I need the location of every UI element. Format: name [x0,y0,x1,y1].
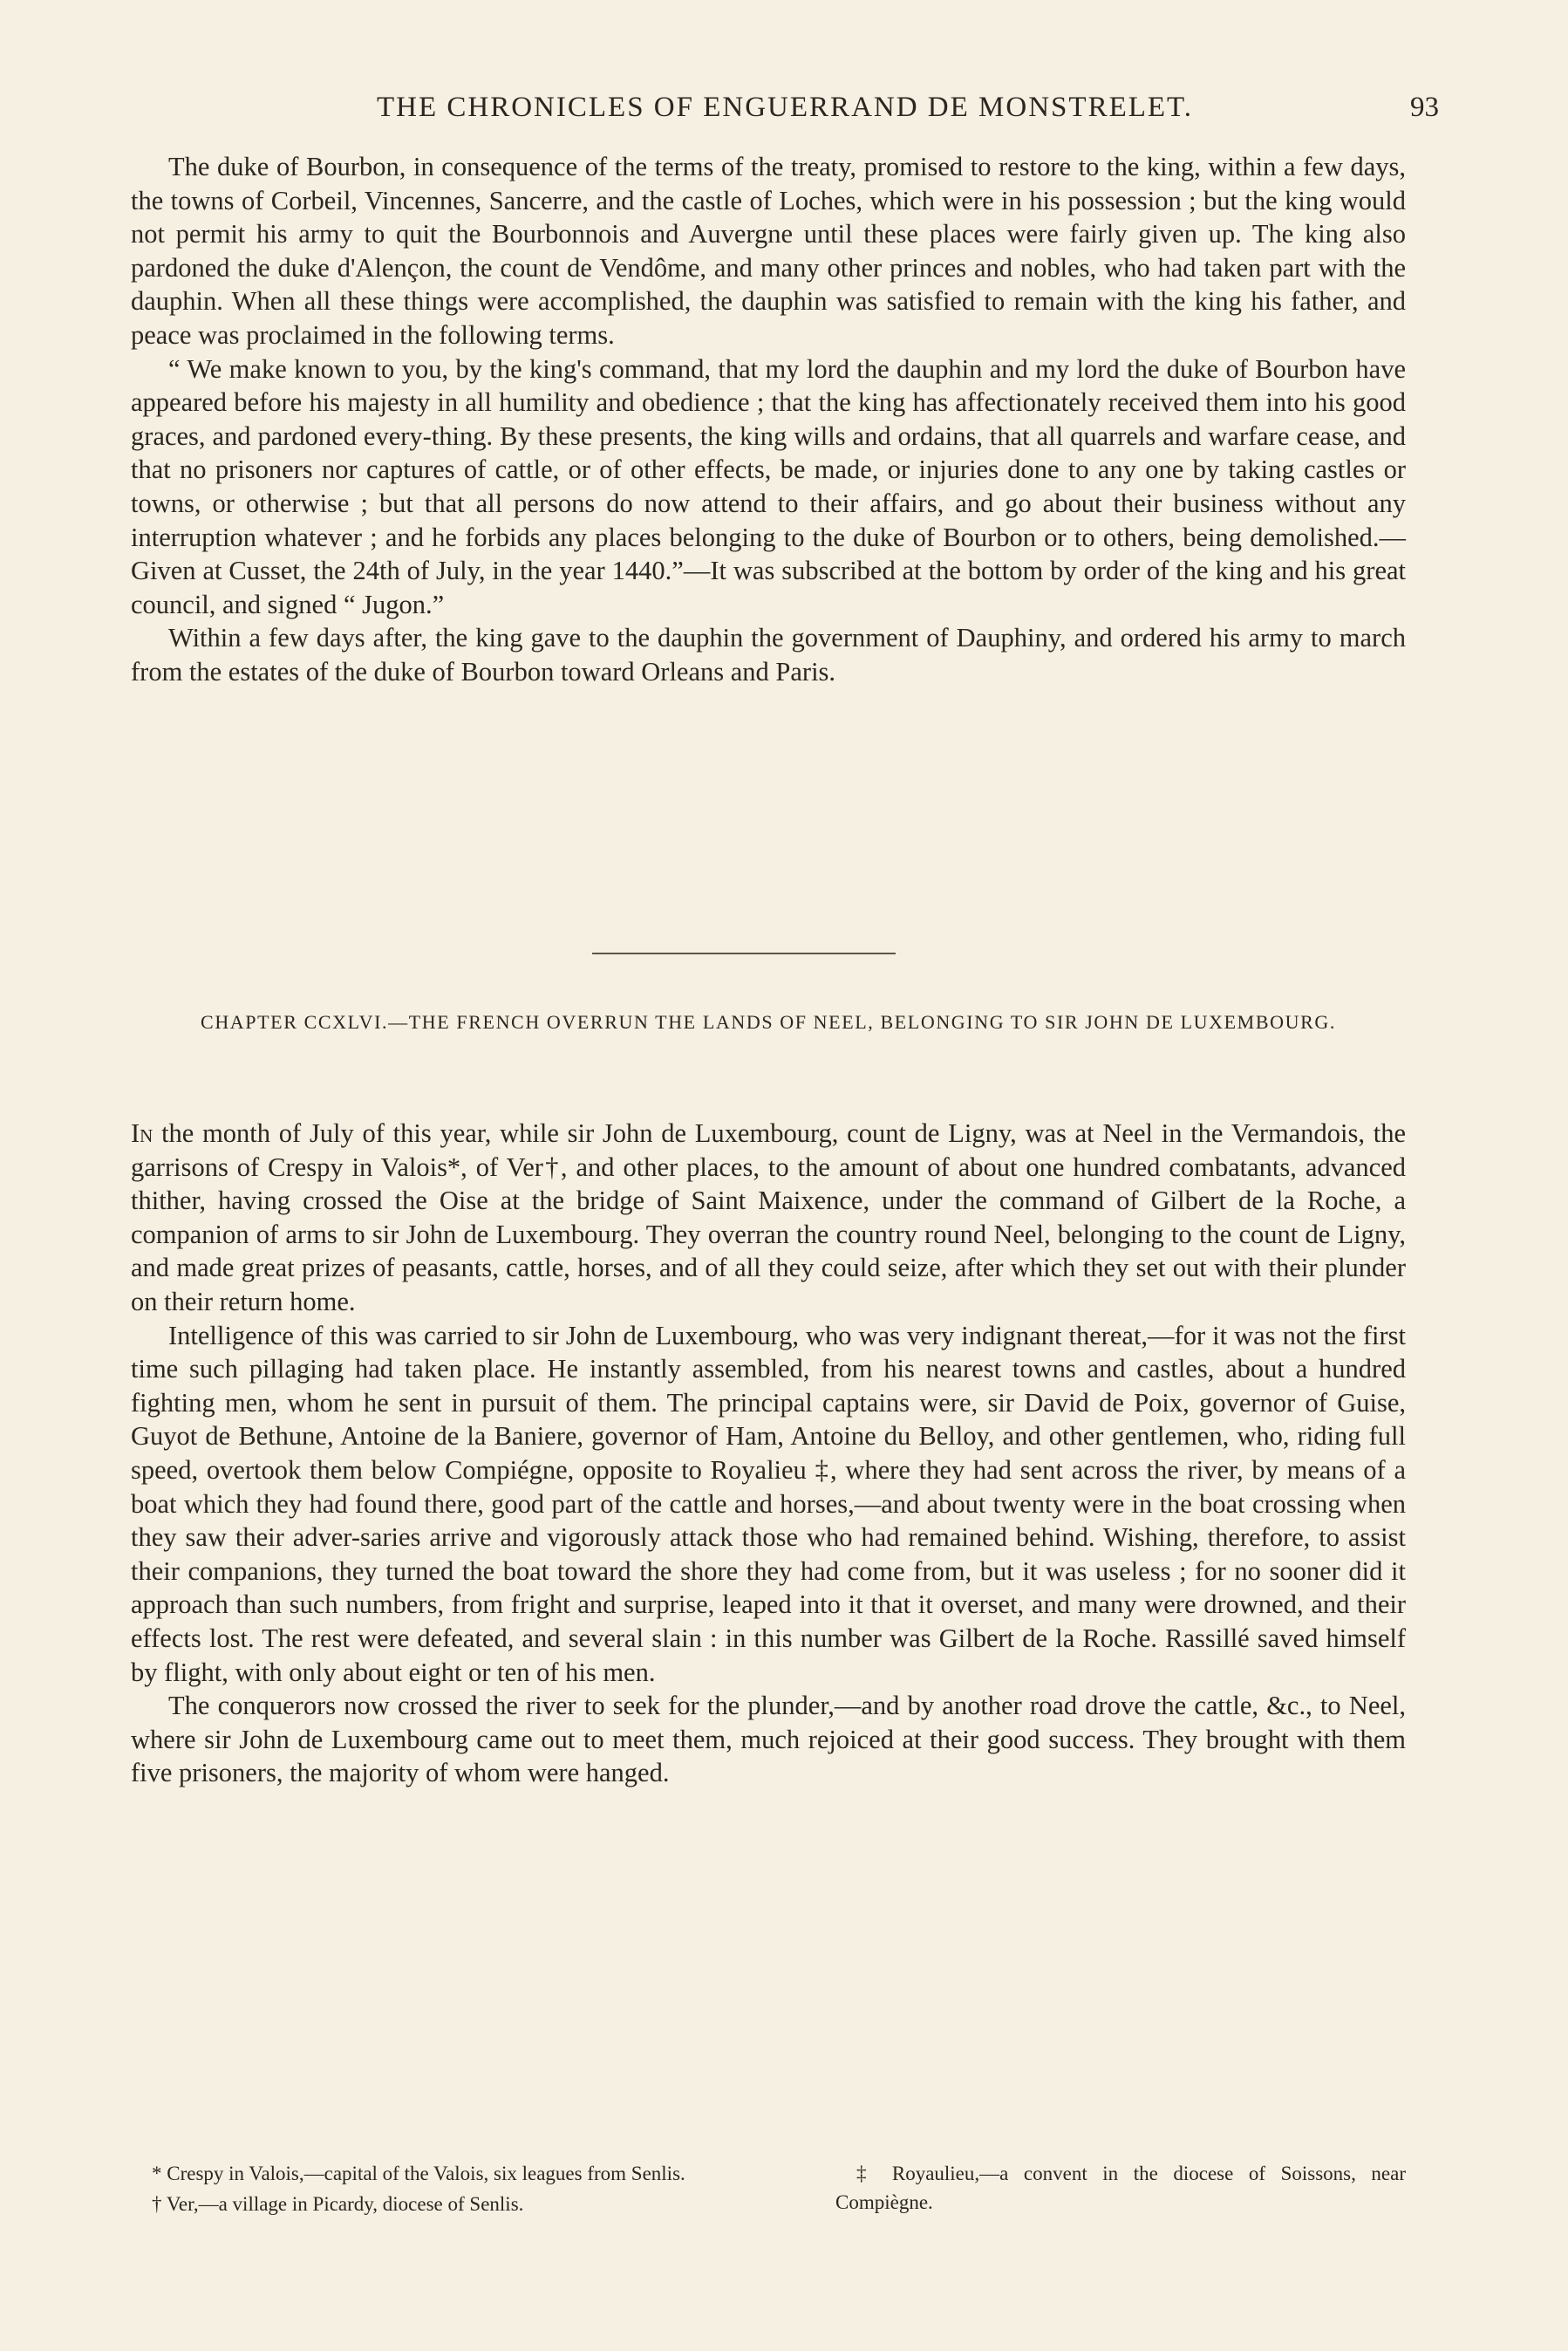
chapter-first-paragraph-text: the month of July of this year, while sir John de Luxembourg, count de Ligny, was at Neel in the Vermandois, the garrisons of Crespy in Valois*, of Ver†, and other places, to the amount of about one hundred combatants, advanced thither, having crossed the Oise at the bridge of Saint Maixence, under the command of Gilbert de la Roche, a companion of arms to sir John de Luxembourg. They overran the country round Neel, belonging to the count de Ligny, and made great prizes of peasants, cattle, horses, and of all they could seize, after which they set out with their plunder on their return home. [131,1118,1406,1316]
chapter-body [131,1117,1406,1790]
footnote: * Crespy in Valois,—capital of the Valois, six leagues from Senlis. [152,2163,685,2184]
paragraph: The duke of Bourbon, in consequence of the terms of the treaty, promised to restore to the king, within a few days, the towns of Corbeil, Vincennes, Sancerre, and the castle of Loches, which were in his possession ; but the king would not permit his army to quit the Bourbonnois and Auvergne until these places were fairly given up. The king also pardoned the duke d'Alençon, the count de Vendôme, and many other princes and nobles, who had taken part with the dauphin. When all these things were accomplished, the dauphin was satisfied to remain with the king his father, and peace was proclaimed in the following terms. [131,152,1406,350]
chapter-heading: CHAPTER CCXLVI.—THE FRENCH OVERRUN THE LANDS OF NEEL, BELONGING TO SIR JOHN DE LUXEMBOURG. [201,1011,1336,1033]
footnotes-right-column [835,2159,1406,2218]
paragraph: “ We make known to you, by the king's command, that my lord the dauphin and my lord the duke of Bourbon have appeared before his majesty in all humility and obedience ; that the king has affectionately received them into his good graces, and pardoned every-thing. By these presents, the king wills and ordains, that all quarrels and warfare cease, and that no prisoners nor captures of cattle, or of other effects, be made, or injuries done to any one by taking castles or towns, or otherwise ; but that all persons do now attend to their affairs, and go about their business without any interruption whatever ; and he forbids any places belonging to the duke of Bourbon or to others, being demolished.—Given at Cusset, the 24th of July, in the year 1440.”—It was subscribed at the bottom by order of the king and his great council, and signed “ Jugon.” [131,353,1406,619]
top-section [131,150,1406,689]
footnotes [131,2159,1406,2272]
footnotes-left-column [131,2159,741,2220]
paragraph: The conquerors now crossed the river to seek for the plunder,—and by another road drove the cattle, &c., to Neel, where sir John de Luxembourg came out to meet them, much rejoiced at their good success. They brought with them five prisoners, the majority of whom were hanged. [131,1691,1406,1788]
chapter-first-word: In [131,1118,153,1148]
section-divider [592,953,896,954]
footnote: ‡ Royaulieu,—a convent in the diocese of Soissons, near Compiègne. [835,2163,1406,2213]
chapter-first-paragraph [131,1117,1406,1319]
running-head [131,85,1439,129]
page-number: 93 [1410,92,1439,123]
paragraph: Intelligence of this was carried to sir John de Luxembourg, who was very indignant thereat,—for it was not the first time such pillaging had taken place. He instantly assembled, from his nearest towns and castles, about a hundred fighting men, whom he sent in pursuit of them. The principal captains were, sir David de Poix, governor of Guise, Guyot de Bethune, Antoine de la Baniere, governor of Ham, Antoine du Belloy, and other gentlemen, who, riding full speed, overtook them below Compiégne, opposite to Royalieu ‡, where they had sent across the river, by means of a boat which they had found there, good part of the cattle and horses,—and about twenty were in the boat crossing when they saw their adver-saries arrive and vigorously attack those who had remained behind. Wishing, therefore, to assist their companions, they turned the boat toward the shore they had come from, but it was useless ; for no sooner did it approach than such numbers, from fright and surprise, leaped into it that it overset, and many were drowned, and their effects lost. The rest were defeated, and several slain : in this number was Gilbert de la Roche. Rassillé saved himself by flight, with only about eight or ten of his men. [131,1320,1406,1687]
footnote: † Ver,—a village in Picardy, diocese of Senlis. [152,2193,524,2215]
running-title: THE CHRONICLES OF ENGUERRAND DE MONSTRELET. [376,92,1194,123]
paragraph: Within a few days after, the king gave to the dauphin the government of Dauphiny, and ordered his army to march from the estates of the duke of Bourbon toward Orleans and Paris. [131,623,1406,687]
